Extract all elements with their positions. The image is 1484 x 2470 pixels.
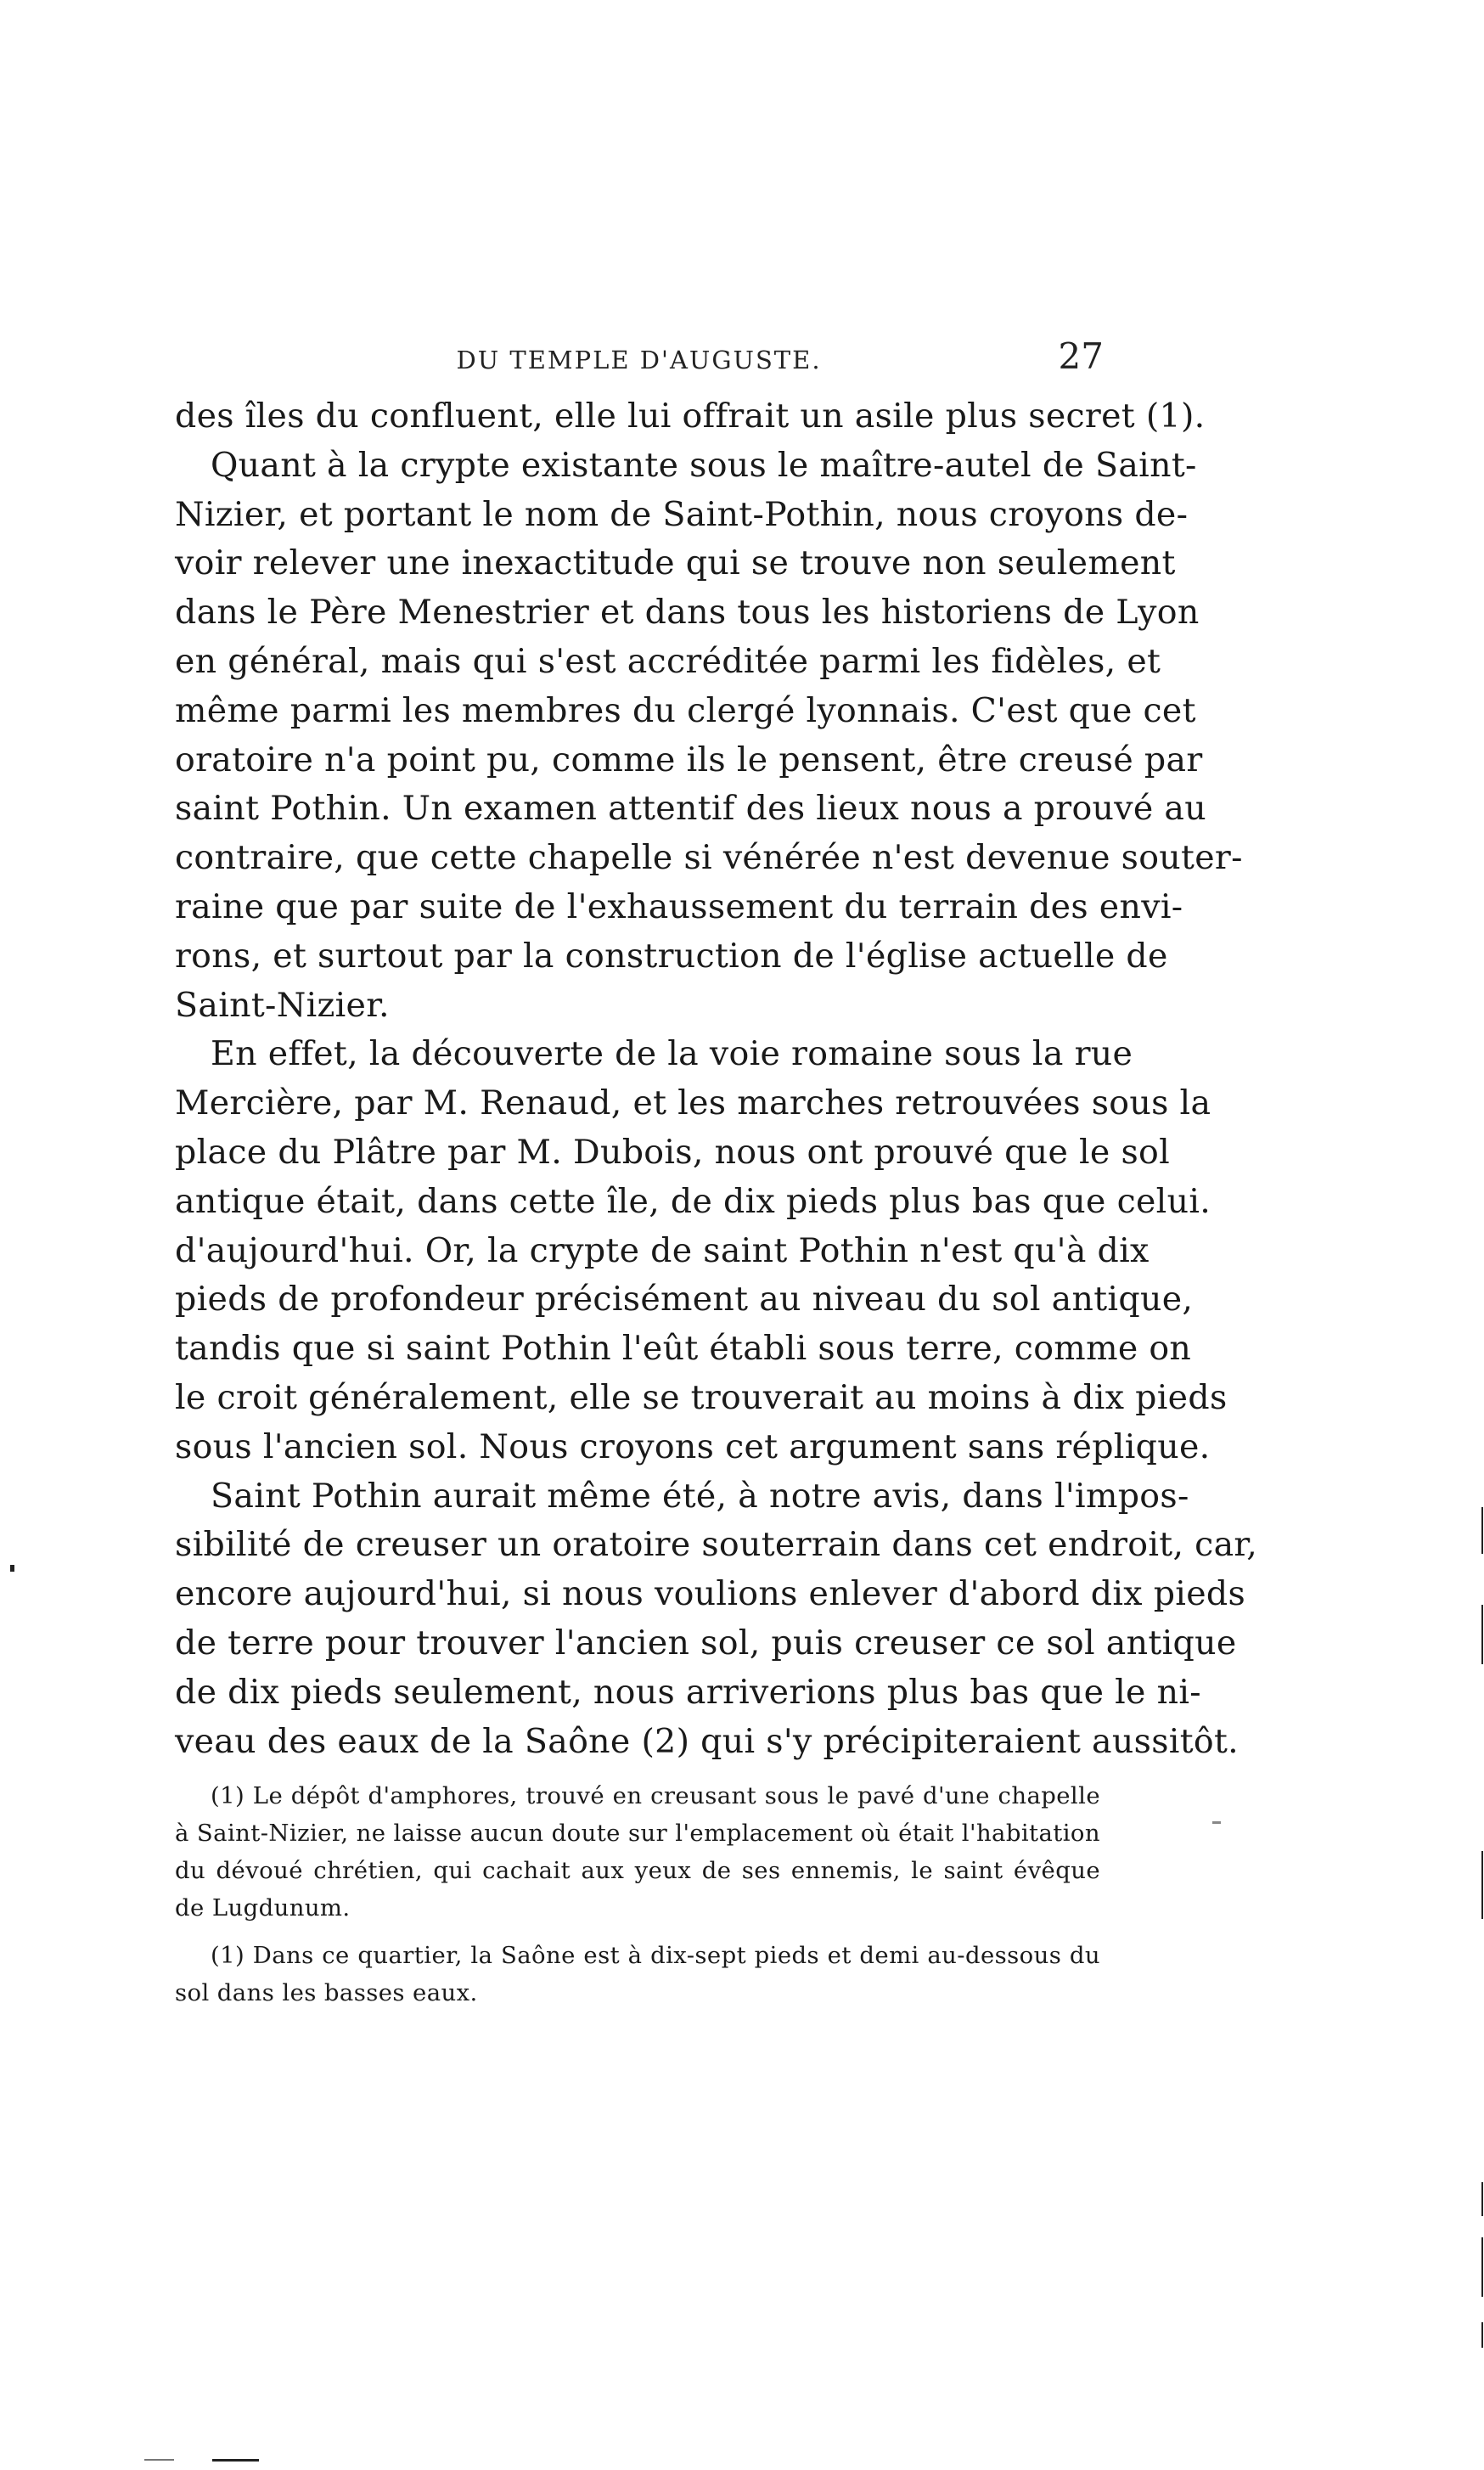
text-line: pieds de profondeur précisément au niveau du sol antique, [175,1280,1194,1319]
scan-artifact [1481,2182,1483,2216]
footnote-line: à Saint-Nizier, ne laisse aucun doute sur l'emplacement où était l'habitation [175,1820,1100,1847]
text-line: voir relever une inexactitude qui se trouve non seulement [175,543,1176,583]
page-header [174,335,1104,386]
footnote-line: (1) Dans ce quartier, la Saône est à dix-sept pieds et demi au-dessous du [211,1942,1100,1969]
text-line: de dix pieds seulement, nous arriverions plus bas que le ni- [175,1672,1201,1712]
text-line: rons, et surtout par la construction de l'église actuelle de [175,936,1168,976]
text-line: même parmi les membres du clergé lyonnais. C'est que cet [175,690,1196,730]
text-line: sous l'ancien sol. Nous croyons cet argument sans réplique. [175,1426,1211,1466]
scan-artifact [1212,1821,1221,1824]
scan-artifact [1481,1605,1483,1664]
footnote-line: de Lugdunum. [175,1894,351,1921]
text-line: Mercière, par M. Renaud, et les marches retrouvées sous la [175,1083,1211,1123]
text-line: veau des eaux de la Saône (2) qui s'y précipiteraient aussitôt. [175,1721,1239,1761]
text-line: place du Plâtre par M. Dubois, nous ont prouvé que le sol [175,1132,1171,1172]
text-line: le croit généralement, elle se trouverait au moins à dix pieds [175,1377,1228,1417]
text-line: Nizier, et portant le nom de Saint-Pothin, nous croyons de- [175,494,1189,534]
text-line: En effet, la découverte de la voie romaine sous la rue [211,1034,1133,1074]
scan-artifact [1481,1851,1483,1919]
scan-artifact [10,1565,14,1572]
text-line: contraire, que cette chapelle si vénérée n'est devenue souter- [175,838,1243,878]
page-number: 27 [1058,335,1104,377]
main-text [175,392,1258,1766]
text-line: d'aujourd'hui. Or, la crypte de saint Pothin n'est qu'à dix [175,1230,1150,1270]
text-line: saint Pothin. Un examen attentif des lieux nous a prouvé au [175,789,1207,829]
text-line: sibilité de creuser un oratoire souterrain dans cet endroit, car, [175,1525,1258,1565]
text-line: Quant à la crypte existante sous le maître-autel de Saint- [211,445,1197,485]
footnote-1 [175,1777,1100,1927]
text-line: oratoire n'a point pu, comme ils le pensent, être creusé par [175,740,1203,779]
text-line: tandis que si saint Pothin l'eût établi sous terre, comme on [175,1329,1192,1369]
text-line: Saint Pothin aurait même été, à notre avis, dans l'impos- [211,1476,1189,1516]
footnote-2 [175,1937,1100,2011]
text-line: Saint-Nizier. [175,985,390,1025]
text-line: en général, mais qui s'est accréditée parmi les fidèles, et [175,641,1161,681]
text-line: encore aujourd'hui, si nous voulions enlever d'abord dix pieds [175,1574,1246,1614]
footnote-line: du dévoué chrétien, qui cachait aux yeux de ses ennemis, le saint évêque [175,1857,1100,1884]
scan-artifact [212,2459,259,2462]
text-line: antique était, dans cette île, de dix pieds plus bas que celui. [175,1181,1211,1221]
text-line: de terre pour trouver l'ancien sol, puis creuser ce sol antique [175,1623,1237,1663]
footnote-line: sol dans les basses eaux. [175,1979,478,2006]
footnotes [175,1777,1100,2011]
running-title: DU TEMPLE D'AUGUSTE. [456,346,822,374]
scan-artifact [1481,1507,1483,1554]
footnote-line: (1) Le dépôt d'amphores, trouvé en creusant sous le pavé d'une chapelle [211,1782,1100,1809]
scan-artifact [144,2459,174,2461]
scan-artifact [1481,2237,1483,2297]
text-line: raine que par suite de l'exhaussement du terrain des envi- [175,886,1183,926]
text-line: des îles du confluent, elle lui offrait un asile plus secret (1). [175,397,1206,436]
text-line: dans le Père Menestrier et dans tous les historiens de Lyon [175,593,1200,633]
scan-artifact [1481,2322,1483,2348]
